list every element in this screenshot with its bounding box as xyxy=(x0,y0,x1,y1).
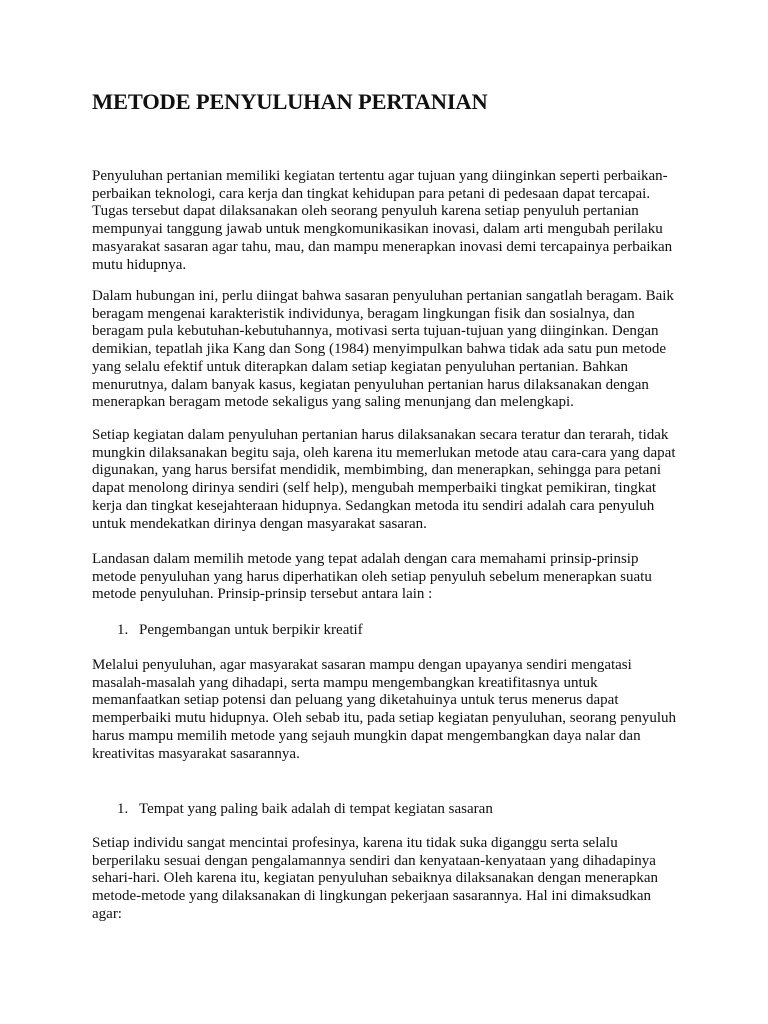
text-line: mempunyai tanggung jawab untuk mengkomunikasikan inovasi, dalam arti mengubah perilaku xyxy=(92,221,663,238)
text-line: berperilaku sesuai dengan pengalamannya sendiri dan kenyataan-kenyataan yang dihadapinya xyxy=(92,852,656,869)
text-line: Tugas tersebut dapat dilaksanakan oleh seorang penyuluh karena setiap penyuluh pertanian xyxy=(92,203,639,220)
list-text: Pengembangan untuk berpikir kreatif xyxy=(139,622,363,638)
text-line: menurutnya, dalam banyak kasus, kegiatan penyuluhan pertanian harus dilaksanakan dengan xyxy=(92,376,649,393)
text-line: menerapkan beragam metode sekaligus yang saling menunjang dan melengkapi. xyxy=(92,394,574,411)
list-number: 1. xyxy=(117,622,129,638)
text-line: Melalui penyuluhan, agar masyarakat sasaran mampu dengan upayanya sendiri mengatasi xyxy=(92,657,632,673)
text-line: masyarakat sasaran agar tahu, mau, dan mampu menerapkan inovasi demi tercapainya perbaikan xyxy=(92,238,673,255)
paragraph-5 xyxy=(92,657,676,763)
paragraph-1 xyxy=(92,168,672,274)
text-line: mungkin dilaksanakan begitu saja, oleh karena itu memerlukan metode atau cara-cara yang dapat xyxy=(92,444,676,461)
paragraph-4 xyxy=(92,551,652,604)
list-number: 1. xyxy=(117,801,129,817)
text-line: kreativitas masyarakat sasarannya. xyxy=(92,745,300,762)
list-item xyxy=(117,801,493,819)
text-line: memperbaiki mutu hidupnya. Oleh sebab itu, pada setiap kegiatan penyuluhan, seorang penyuluh xyxy=(92,710,677,727)
paragraph-3 xyxy=(92,427,676,533)
text-line: sehari-hari. Oleh karena itu, kegiatan penyuluhan sebaiknya dilaksanakan dengan menerapkan xyxy=(92,870,659,887)
text-line: untuk mendekatkan dirinya dengan masyarakat sasaran. xyxy=(92,515,427,532)
text-line: Landasan dalam memilih metode yang tepat adalah dengan cara memahami prinsip-prinsip xyxy=(92,551,639,567)
text-line: mutu hidupnya. xyxy=(92,256,187,273)
list-item xyxy=(117,622,363,640)
text-line: memanfaatkan setiap potensi dan peluang yang diketahuinya untuk terus menerus dapat xyxy=(92,692,619,709)
text-line: beragam mengenai karakteristik individunya, beragam lingkungan fisik dan sosialnya, dan xyxy=(92,305,635,322)
text-line: metode penyuluhan yang harus diperhatikan oleh setiap penyuluh sebelum menerapkan suatu xyxy=(92,568,652,585)
document-title: METODE PENYULUHAN PERTANIAN xyxy=(92,89,488,114)
text-line: demikian, tepatlah jika Kang dan Song (1984) menyimpulkan bahwa tidak ada satu pun metode xyxy=(92,341,667,358)
text-line: Setiap kegiatan dalam penyuluhan pertanian harus dilaksanakan secara teratur dan terarah, tidak xyxy=(92,427,669,443)
text-line: Penyuluhan pertanian memiliki kegiatan tertentu agar tujuan yang diinginkan seperti perbaikan- xyxy=(92,168,668,184)
text-line: Dalam hubungan ini, perlu diingat bahwa sasaran penyuluhan pertanian sangatlah beragam. Baik xyxy=(92,288,674,304)
text-line: digunakan, yang harus bersifat mendidik, membimbing, dan menerapkan, sehingga para petani xyxy=(92,462,661,479)
list-text: Tempat yang paling baik adalah di tempat kegiatan sasaran xyxy=(139,801,493,817)
text-line: masalah-masalah yang dihadapi, serta mampu mengembangkan kreatifitasnya untuk xyxy=(92,674,598,691)
text-line: yang selalu efektif untuk diterapkan dalam setiap kegiatan penyuluhan pertanian. Bahkan xyxy=(92,358,629,375)
text-line: kerja dan tingkat kesejahteraan hidupnya. Sedangkan metoda itu sendiri adalah cara penyuluh xyxy=(92,497,655,514)
text-line: Setiap individu sangat mencintai profesinya, karena itu tidak suka diganggu serta selalu xyxy=(92,835,618,851)
text-line: beragam pula kebutuhan-kebutuhannya, motivasi serta tujuan-tujuan yang diinginkan. Dengan xyxy=(92,323,659,340)
text-line: perbaikan teknologi, cara kerja dan tingkat kehidupan para petani di pedesaan dapat tercapai. xyxy=(92,185,651,202)
paragraph-6 xyxy=(92,835,658,924)
paragraph-2 xyxy=(92,288,674,412)
text-line: dapat menolong dirinya sendiri (self help), mengubah memperbaiki tingkat pemikiran, tingkat xyxy=(92,480,657,497)
text-line: metode penyuluhan. Prinsip-prinsip tersebut antara lain : xyxy=(92,586,433,603)
text-line: metode-metode yang dilaksanakan di lingkungan pekerjaan sasarannya. Hal ini dimaksudkan xyxy=(92,888,651,905)
text-line: agar: xyxy=(92,905,122,922)
text-line: harus mampu memilih metode yang sejauh mungkin dapat mengembangkan daya nalar dan xyxy=(92,727,641,744)
